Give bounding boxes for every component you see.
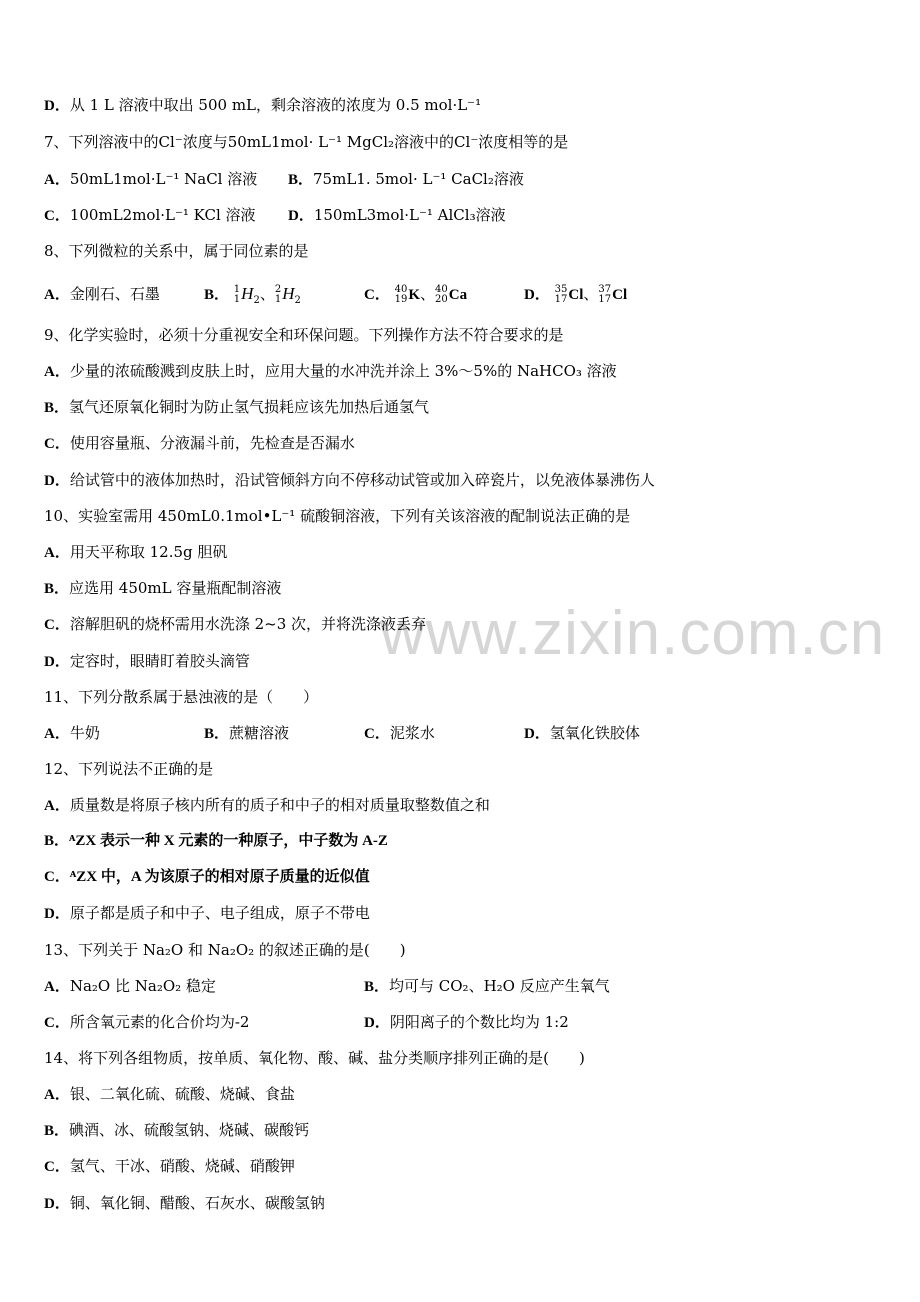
q10-option-d [44,650,250,672]
q10-option-b [44,577,281,599]
q10-option-a [44,541,227,563]
watermark: www.zixin.com.cn [380,599,886,668]
q8-option-c: C． 40 19 K、 40 20 Ca [364,284,468,305]
option-label: C． [44,1015,70,1031]
option-label: B． [364,979,390,995]
option-label: A． [44,979,70,995]
q11-option-b [204,722,289,744]
q11-stem: 11、下列分散系属于悬浊液的是（ ） [44,688,319,706]
q14-option-c [44,1155,295,1177]
q8-option-d: D． 35 17 Cl、 37 17 Cl [524,284,628,305]
option-text: 给试管中的液体加热时，沿试管倾斜方向不停移动试管或加入碎瓷片，以免液体暴沸伤人 [69,471,655,489]
option-label: A． [44,364,70,380]
q9-stem: 9、化学实验时，必须十分重视安全和环保问题。下列操作方法不符合要求的是 [44,326,564,344]
q13-option-b [364,975,610,997]
option-text: Na₂O 比 Na₂O₂ 稳定 [69,977,216,995]
option-label: D． [524,726,550,742]
option-label: D． [44,906,70,922]
q8-option-a [44,283,160,305]
option-label: A． [44,726,70,742]
q7-option-b [288,168,524,190]
option-label: B． [288,172,314,188]
nuclide-h1: 1 1 [233,284,241,305]
option-text: ᴬZX 表示一种 X 元素的一种原子，中子数为 A-Z [69,833,388,849]
q6-option-d [44,94,481,116]
option-text: 牛奶 [69,724,100,742]
q12-option-d [44,902,370,924]
option-text: 用天平称取 12.5g 胆矾 [69,543,228,561]
option-label: B． [44,400,70,416]
option-text: 原子都是质子和中子、电子组成，原子不带电 [69,904,370,922]
option-label: C． [44,208,70,224]
option-label: C． [44,617,70,633]
option-label: C． [364,287,390,303]
q7-stem: 7、下列溶液中的Cl⁻浓度与50mL1mol· L⁻¹ MgCl₂溶液中的Cl⁻浓度相等的是 [44,133,569,151]
option-label: D． [44,1196,70,1212]
option-text: 75mL1. 5mol· L⁻¹ CaCl₂溶液 [313,170,524,188]
q11-option-a [44,722,100,744]
option-text: 银、二氧化硫、硫酸、烧碱、食盐 [69,1085,295,1103]
option-label: D． [288,208,314,224]
option-label: D． [44,654,70,670]
option-text: 100mL2mol·L⁻¹ KCl 溶液 [69,206,256,224]
option-text: 金刚石、石墨 [69,285,160,303]
option-label: C． [44,436,70,452]
option-text: 均可与 CO₂、H₂O 反应产生氧气 [389,977,610,995]
q9-option-a [44,360,617,382]
option-label: A． [44,172,70,188]
nuclide-cl35: 35 17 [554,284,568,305]
q10-stem: 10、实验室需用 450mL0.1mol•L⁻¹ 硫酸铜溶液，下列有关该溶液的配制说法正确的是 [44,507,631,525]
option-label: A． [44,798,70,814]
q8-stem: 8、下列微粒的关系中，属于同位素的是 [44,242,309,260]
q13-stem: 13、下列关于 Na₂O 和 Na₂O₂ 的叙述正确的是( ) [44,941,406,959]
q10-option-c [44,613,426,635]
option-text: 从 1 L 溶液中取出 500 mL，剩余溶液的浓度为 0.5 mol·L⁻¹ [69,96,482,114]
q14-option-b [44,1119,309,1141]
option-text: 溶解胆矾的烧杯需用水洗涤 2~3 次，并将洗涤液丢弃 [69,615,427,633]
option-text: 阴阳离子的个数比均为 1:2 [389,1013,569,1031]
option-label: B． [44,833,70,849]
option-text: 蔗糖溶液 [229,724,290,742]
option-label: D． [364,1015,390,1031]
q14-option-a [44,1083,295,1105]
option-label: A． [44,545,70,561]
q13-option-d [364,1011,569,1033]
q9-option-c [44,432,355,454]
q12-option-c [44,866,370,888]
option-text: 质量数是将原子核内所有的质子和中子的相对质量取整数值之和 [69,796,490,814]
option-text: 使用容量瓶、分液漏斗前，先检查是否漏水 [69,434,355,452]
option-text: ᴬZX 中，A 为该原子的相对原子质量的近似值 [69,869,370,885]
option-label: B． [204,726,230,742]
q7-option-a [44,168,257,190]
option-text: 定容时，眼睛盯着胶头滴管 [69,652,250,670]
q12-stem: 12、下列说法不正确的是 [44,760,214,778]
q13-option-a [44,975,216,997]
q12-option-b [44,830,388,852]
option-label: C． [44,869,70,885]
q7-option-d [288,204,506,226]
q8-option-b: B． 1 1 $H_2$、 2 1 $H_2$ [204,284,301,306]
option-text: 氢氧化铁胶体 [549,724,640,742]
option-text: 泥浆水 [389,724,435,742]
option-label: B． [44,581,70,597]
q7-option-c [44,204,256,226]
q13-option-c [44,1011,249,1033]
option-text: 少量的浓硫酸溅到皮肤上时，应用大量的水冲洗并涂上 3%～5%的 NaHCO₃ 溶液 [69,362,617,380]
option-label: D． [44,473,70,489]
option-label: C． [364,726,390,742]
option-label: D． [44,98,70,114]
q9-option-b [44,396,429,418]
option-text: 150mL3mol·L⁻¹ AlCl₃溶液 [313,206,506,224]
option-text: 氢气还原氧化铜时为防止氢气损耗应该先加热后通氢气 [69,398,430,416]
option-label: C． [44,1159,70,1175]
nuclide-cl37: 37 17 [598,284,612,305]
option-text: 应选用 450mL 容量瓶配制溶液 [69,579,282,597]
option-text: 50mL1mol·L⁻¹ NaCl 溶液 [69,170,258,188]
q14-option-d [44,1192,325,1214]
q12-option-a [44,794,490,816]
option-label: B． [44,1123,70,1139]
option-text: 碘酒、冰、硫酸氢钠、烧碱、碳酸钙 [69,1121,310,1139]
q11-option-d [524,722,640,744]
nuclide-ca: 40 20 [435,284,448,305]
q9-option-d [44,469,655,491]
nuclide-k: 40 19 [394,284,408,305]
option-label: B． [204,287,230,303]
option-text: 铜、氧化铜、醋酸、石灰水、碳酸氢钠 [69,1194,325,1212]
option-text: 所含氧元素的化合价均为-2 [69,1013,250,1031]
option-text: 氢气、干冰、硝酸、烧碱、硝酸钾 [69,1157,295,1175]
option-label: A． [44,1087,70,1103]
option-label: A． [44,287,70,303]
nuclide-h2: 2 1 [274,284,282,305]
option-label: D． [524,287,550,303]
q14-stem: 14、将下列各组物质，按单质、氧化物、酸、碱、盐分类顺序排列正确的是( ) [44,1049,585,1067]
q11-option-c [364,722,435,744]
